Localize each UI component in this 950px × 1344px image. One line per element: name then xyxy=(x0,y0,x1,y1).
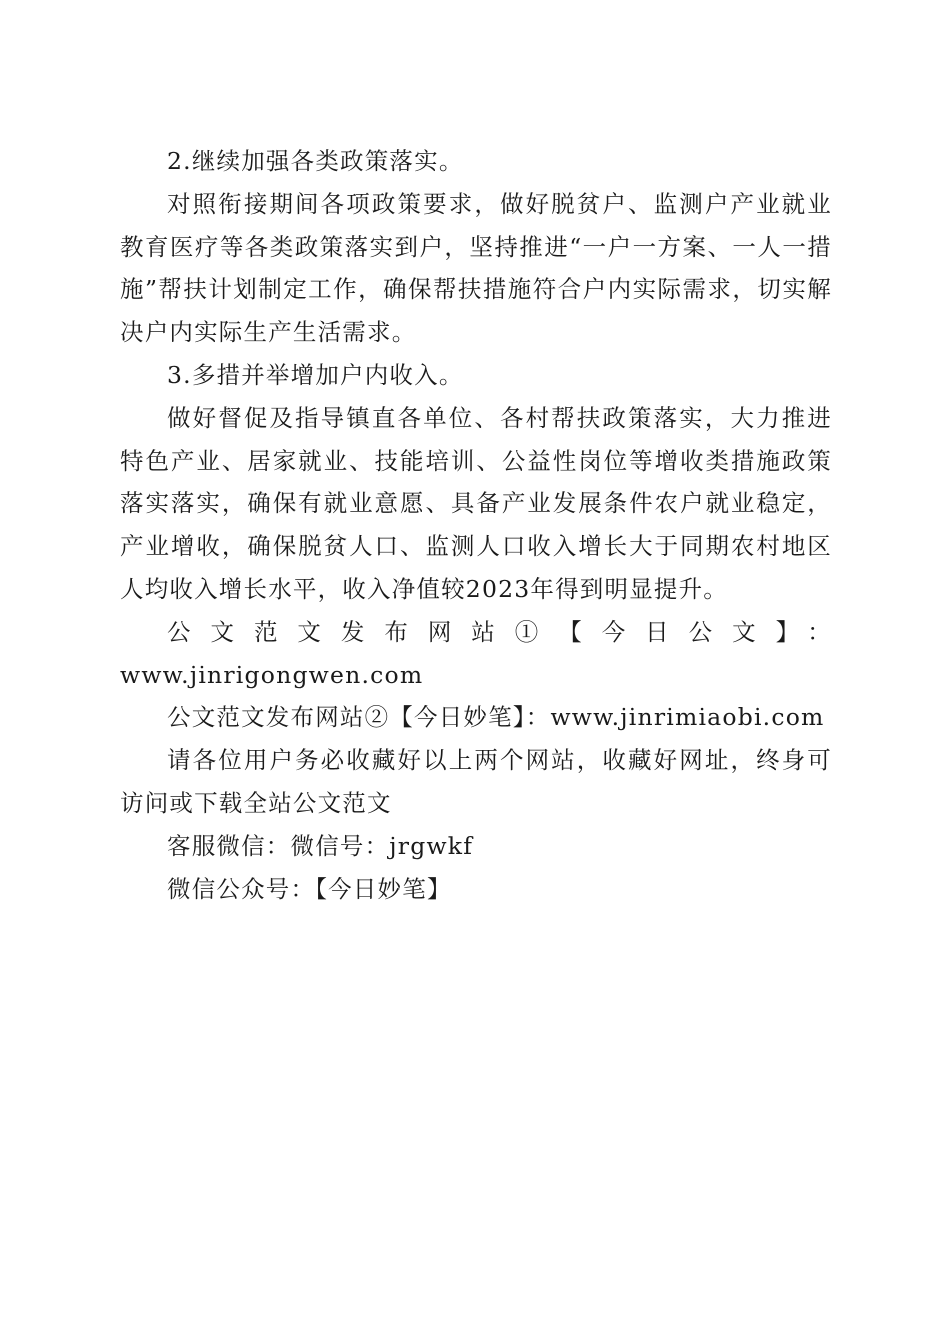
site1-label: 公文范文发布网站①【今日公文】： xyxy=(167,617,832,646)
section-heading-2: 2.继续加强各类政策落实。 xyxy=(167,147,464,175)
site2-line[interactable]: 公文范文发布网站②【今日妙笔】：www.jinrimiaobi.com xyxy=(167,703,825,732)
official-account: 微信公众号：【今日妙笔】 xyxy=(167,874,452,903)
paragraph-income: 做好督促及指导镇直各单位、各村帮扶政策落实，大力推进特色产业、居家就业、技能培训、公益性岗位等增收类措施政策落实落实，确保有就业意愿、具备产业发展条件农户就业稳定，产业增收，确保脱贫人口、监测人口收入增长大于同期农村地区人均收入增长水平，收入净值较2023年得到明显提升。 xyxy=(120,403,832,603)
document-body xyxy=(120,140,832,910)
site1-url[interactable]: www.jinrigongwen.com xyxy=(120,660,424,689)
service-wechat: 客服微信：微信号：jrgwkf xyxy=(167,831,474,860)
section-heading-3: 3.多措并举增加户内收入。 xyxy=(167,360,464,389)
paragraph-policy: 对照衔接期间各项政策要求，做好脱贫户、监测户产业就业教育医疗等各类政策落实到户，坚持推进“一户一方案、一人一措施”帮扶计划制定工作，确保帮扶措施符合户内实际需求，切实解决户内实际生产生活需求。 xyxy=(120,189,832,347)
notice-text: 请各位用户务必收藏好以上两个网站，收藏好网址，终身可访问或下载全站公文范文 xyxy=(120,746,832,817)
